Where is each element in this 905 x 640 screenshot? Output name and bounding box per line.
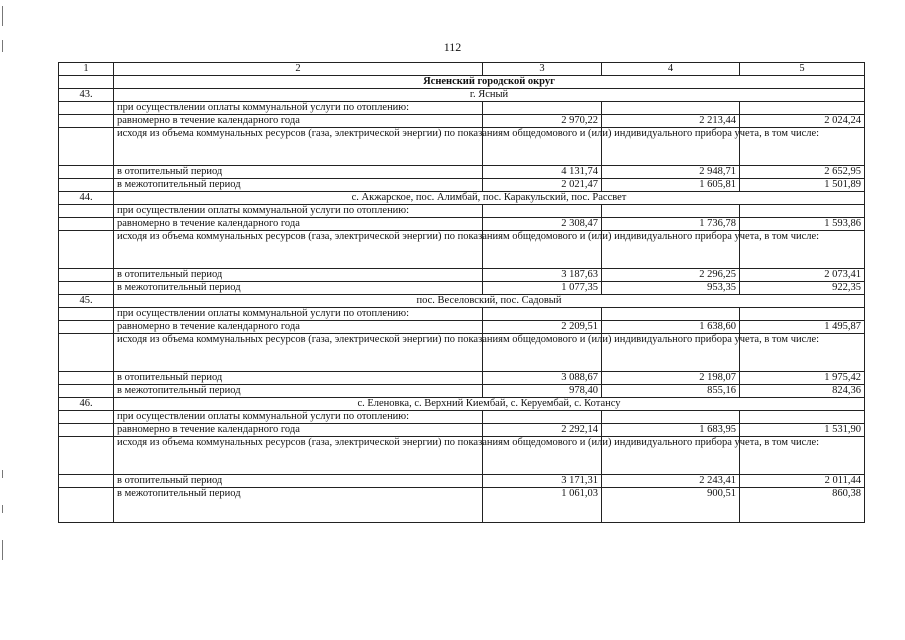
value-row (59, 282, 865, 295)
entry-number: 45. (59, 295, 114, 308)
empty-cell (59, 424, 114, 437)
row-label: в отопительный период (114, 166, 483, 179)
value-cell: 1 683,95 (602, 424, 740, 437)
value-cell: 1 077,35 (483, 282, 602, 295)
header-cell: 1 (59, 63, 114, 76)
row-label: при осуществлении оплаты коммунальной услуги по отоплению: (114, 411, 483, 424)
margin-mark (2, 40, 3, 52)
entry-number: 46. (59, 398, 114, 411)
empty-cell (602, 102, 740, 115)
value-row (59, 115, 865, 128)
description-row (59, 231, 865, 269)
empty-cell (59, 231, 114, 269)
value-row (59, 269, 865, 282)
empty-cell (59, 205, 114, 218)
value-cell: 2 243,41 (602, 475, 740, 488)
value-row (59, 424, 865, 437)
section-title: Ясненский городской округ (114, 76, 865, 89)
row-label: при осуществлении оплаты коммунальной услуги по отоплению: (114, 308, 483, 321)
empty-cell (59, 76, 114, 89)
condition-row (59, 308, 865, 321)
value-cell: 2 011,44 (740, 475, 865, 488)
empty-cell (602, 308, 740, 321)
empty-cell (740, 102, 865, 115)
empty-cell (740, 205, 865, 218)
row-label: исходя из объема коммунальных ресурсов (газа, электрической энергии) по показаниям общедомового и (или) индивидуального прибора учета, в том числе: (114, 334, 483, 372)
margin-mark (2, 470, 3, 478)
row-label: исходя из объема коммунальных ресурсов (газа, электрической энергии) по показаниям общедомового и (или) индивидуального прибора учета, в том числе: (114, 128, 483, 166)
value-cell: 860,38 (740, 488, 865, 523)
empty-cell (59, 282, 114, 295)
value-cell: 978,40 (483, 385, 602, 398)
header-row (59, 63, 865, 76)
value-cell: 2 292,14 (483, 424, 602, 437)
value-row (59, 218, 865, 231)
row-label: равномерно в течение календарного года (114, 115, 483, 128)
value-row (59, 372, 865, 385)
description-row (59, 334, 865, 372)
empty-cell (483, 205, 602, 218)
value-cell: 2 652,95 (740, 166, 865, 179)
value-cell: 1 501,89 (740, 179, 865, 192)
value-cell: 1 605,81 (602, 179, 740, 192)
header-cell: 4 (602, 63, 740, 76)
empty-cell (59, 179, 114, 192)
empty-cell (483, 411, 602, 424)
value-cell: 4 131,74 (483, 166, 602, 179)
margin-mark (2, 6, 3, 26)
row-label: в отопительный период (114, 372, 483, 385)
value-cell: 824,36 (740, 385, 865, 398)
value-cell: 1 975,42 (740, 372, 865, 385)
entry-row (59, 295, 865, 308)
value-row (59, 321, 865, 334)
value-row (59, 475, 865, 488)
value-cell: 855,16 (602, 385, 740, 398)
header-cell: 3 (483, 63, 602, 76)
page-number: 112 (443, 40, 462, 54)
empty-cell (59, 218, 114, 231)
value-row (59, 179, 865, 192)
description-row (59, 128, 865, 166)
value-cell: 2 073,41 (740, 269, 865, 282)
entry-place: с. Акжарское, пос. Алимбай, пос. Каракульский, пос. Рассвет (114, 192, 865, 205)
header-cell: 2 (114, 63, 483, 76)
value-cell: 2 021,47 (483, 179, 602, 192)
row-label: исходя из объема коммунальных ресурсов (газа, электрической энергии) по показаниям общедомового и (или) индивидуального прибора учета, в том числе: (114, 231, 483, 269)
value-cell: 3 088,67 (483, 372, 602, 385)
value-cell: 1 531,90 (740, 424, 865, 437)
value-cell: 2 308,47 (483, 218, 602, 231)
entry-number: 44. (59, 192, 114, 205)
section-row (59, 76, 865, 89)
condition-row (59, 102, 865, 115)
margin-mark (2, 505, 3, 513)
empty-cell (602, 205, 740, 218)
empty-cell (483, 102, 602, 115)
row-label: при осуществлении оплаты коммунальной услуги по отоплению: (114, 102, 483, 115)
empty-cell (59, 102, 114, 115)
value-cell: 2 296,25 (602, 269, 740, 282)
empty-cell (59, 115, 114, 128)
empty-cell (59, 372, 114, 385)
tariff-table (58, 62, 865, 523)
entry-place: пос. Веселовский, пос. Садовый (114, 295, 865, 308)
value-cell: 1 736,78 (602, 218, 740, 231)
empty-cell (59, 128, 114, 166)
row-label: в межотопительный период (114, 488, 483, 523)
row-label: в межотопительный период (114, 385, 483, 398)
value-cell: 2 024,24 (740, 115, 865, 128)
entry-row (59, 398, 865, 411)
value-row (59, 385, 865, 398)
empty-cell (59, 475, 114, 488)
empty-cell (602, 411, 740, 424)
condition-row (59, 205, 865, 218)
table-body (59, 63, 865, 523)
empty-cell (59, 488, 114, 523)
entry-place: с. Еленовка, с. Верхний Киембай, с. Керуембай, с. Котансу (114, 398, 865, 411)
empty-cell (59, 411, 114, 424)
row-label: равномерно в течение календарного года (114, 424, 483, 437)
empty-cell (59, 308, 114, 321)
row-label: в межотопительный период (114, 282, 483, 295)
empty-cell (59, 334, 114, 372)
value-cell: 1 495,87 (740, 321, 865, 334)
row-label: равномерно в течение календарного года (114, 218, 483, 231)
row-label: равномерно в течение календарного года (114, 321, 483, 334)
empty-cell (59, 321, 114, 334)
value-cell: 900,51 (602, 488, 740, 523)
header-cell: 5 (740, 63, 865, 76)
value-cell: 922,35 (740, 282, 865, 295)
row-label: в отопительный период (114, 475, 483, 488)
empty-cell (59, 385, 114, 398)
row-label: исходя из объема коммунальных ресурсов (газа, электрической энергии) по показаниям общедомового и (или) индивидуального прибора учета, в том числе: (114, 437, 483, 475)
value-cell: 1 061,03 (483, 488, 602, 523)
value-cell: 3 171,31 (483, 475, 602, 488)
value-cell: 1 593,86 (740, 218, 865, 231)
value-row (59, 166, 865, 179)
condition-row (59, 411, 865, 424)
value-cell: 2 948,71 (602, 166, 740, 179)
value-cell: 3 187,63 (483, 269, 602, 282)
entry-row (59, 89, 865, 102)
empty-cell (59, 269, 114, 282)
value-cell: 2 209,51 (483, 321, 602, 334)
entry-place: г. Ясный (114, 89, 865, 102)
description-row (59, 437, 865, 475)
empty-cell (483, 308, 602, 321)
empty-cell (740, 411, 865, 424)
empty-cell (740, 308, 865, 321)
value-cell: 953,35 (602, 282, 740, 295)
empty-cell (59, 166, 114, 179)
row-label: в отопительный период (114, 269, 483, 282)
value-cell: 2 970,22 (483, 115, 602, 128)
row-label: при осуществлении оплаты коммунальной услуги по отоплению: (114, 205, 483, 218)
entry-row (59, 192, 865, 205)
value-cell: 2 213,44 (602, 115, 740, 128)
empty-cell (59, 437, 114, 475)
value-row (59, 488, 865, 523)
value-cell: 2 198,07 (602, 372, 740, 385)
row-label: в межотопительный период (114, 179, 483, 192)
margin-mark (2, 540, 3, 560)
entry-number: 43. (59, 89, 114, 102)
value-cell: 1 638,60 (602, 321, 740, 334)
